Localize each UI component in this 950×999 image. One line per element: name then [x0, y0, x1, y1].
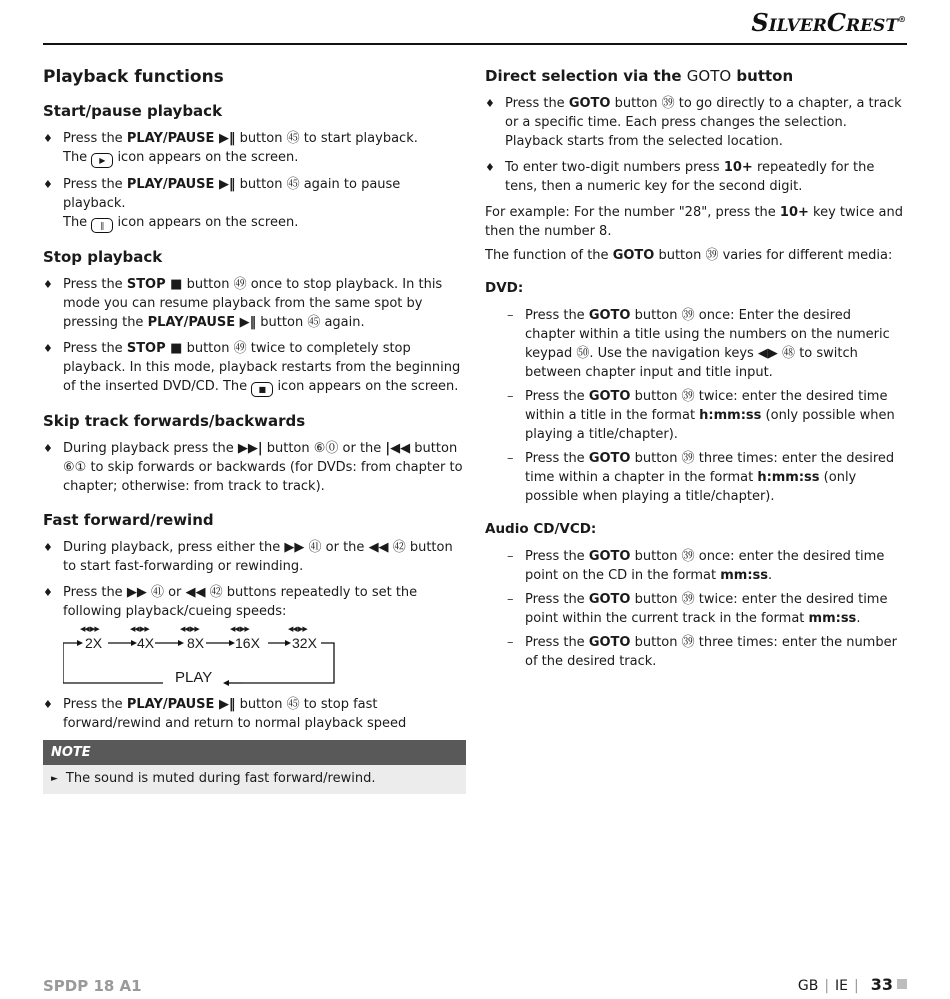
diamond-bullet-icon: ♦ — [43, 278, 53, 291]
triangle-bullet-icon: ► — [51, 774, 58, 784]
skip-back-icon: |◀◀ — [385, 441, 411, 456]
note-text: The sound is muted during fast forward/rewind. — [65, 771, 376, 786]
dash-bullet: – — [507, 308, 514, 323]
dash-bullet: – — [507, 389, 514, 404]
speed-glyph: ◀◀ ▶▶ — [130, 625, 149, 633]
diamond-bullet-icon: ♦ — [43, 541, 53, 554]
speed-label: 16X — [235, 635, 260, 651]
speed-glyph: ◀◀ ▶▶ — [230, 625, 249, 633]
fast-forward-icon: ▶▶ — [284, 540, 305, 555]
list-item: ♦ Press the STOP ■ button ㊾ once to stop playback. In this mode you can resume playback from the same spot by pressing the PLAY/PAUSE ▶‖ button ㊺ again. — [43, 277, 443, 330]
dash-bullet: – — [507, 592, 514, 607]
list-item: ♦ During playback press the ▶▶| button ⑥⓪ or the |◀◀ button ⑥① to skip forwards or backwards (for DVDs: from chapter to chapter; otherwise: from track to track). — [43, 441, 463, 494]
speed-cycle-arrows — [63, 625, 363, 689]
speed-glyph: ◀◀ ▶▶ — [288, 625, 307, 633]
diamond-bullet-icon: ♦ — [485, 97, 495, 110]
diamond-bullet-icon: ♦ — [43, 698, 53, 711]
list-item: – Press the GOTO button ㊴ once: enter the desired time point on the CD in the format mm:ss. — [507, 549, 885, 583]
list-item: ♦ During playback, press either the ▶▶ ㊶ or the ◀◀ ㊷ button to start fast-forwarding or rewinding. — [43, 540, 453, 574]
footer-separator: | — [824, 978, 830, 994]
pause-screen-icon: ‖ — [91, 218, 113, 233]
cd-heading: Audio CD/VCD: — [485, 521, 597, 537]
speed-label: 2X — [85, 635, 103, 651]
list-item: ♦ Press the STOP ■ button ㊾ twice to completely stop playback. In this mode, playback restarts from the beginning of the inserted DVD/CD. The ■ icon appears on the screen. — [43, 339, 466, 397]
varies-paragraph: The function of the GOTO button ㊴ varies for different media: — [485, 248, 893, 263]
diamond-bullet-icon: ♦ — [43, 442, 53, 455]
note-box — [43, 740, 466, 794]
page-title: Playback functions — [43, 67, 224, 87]
rewind-icon: ◀◀ — [185, 585, 206, 600]
note-title: NOTE — [43, 740, 466, 765]
list-item: – Press the GOTO button ㊴ three times: enter the number of the desired track. — [507, 635, 897, 669]
list-item: – Press the GOTO button ㊴ twice: enter the desired time point within the current track in the format mm:ss. — [507, 592, 888, 626]
list-item: ♦ Press the PLAY/PAUSE ▶‖ button ㊺ again to pause playback. The ‖ icon appears on the screen. — [43, 175, 466, 233]
note-body — [43, 765, 466, 794]
list-item: ♦ Press the PLAY/PAUSE ▶‖ button ㊺ to stop fast forward/rewind and return to normal playback speed — [43, 697, 407, 731]
section-heading-stop: Stop playback — [43, 248, 163, 266]
dvd-heading: DVD: — [485, 280, 524, 296]
speed-label: 4X — [137, 635, 155, 651]
list-item: – Press the GOTO button ㊴ three times: enter the desired time within a chapter in the format h:mm:ss (only possible when playing a title/chapter). — [507, 451, 895, 504]
speed-glyph: ◀◀ ▶▶ — [180, 625, 199, 633]
stop-screen-icon: ■ — [251, 382, 273, 397]
diamond-bullet-icon: ♦ — [43, 342, 53, 355]
list-item: ♦ Press the PLAY/PAUSE ▶‖ button ㊺ to start playback. The ▶ icon appears on the screen. — [43, 129, 466, 168]
skip-forward-icon: ▶▶| — [237, 441, 263, 456]
fast-forward-icon: ▶▶ — [126, 585, 147, 600]
brand-logo: SilverCrest® — [751, 8, 906, 37]
diamond-bullet-icon: ♦ — [43, 586, 53, 599]
left-column — [43, 66, 466, 794]
speed-label: 32X — [292, 635, 317, 651]
diamond-bullet-icon: ♦ — [485, 161, 495, 174]
dash-bullet: – — [507, 451, 514, 466]
footer-lang-ie: IE — [835, 978, 849, 994]
list-item: – Press the GOTO button ㊴ once: Enter the desired chapter within a title using the numbers on the numeric keypad ㊿. Use the navigation keys ◀▶ ㊽ to switch between chapter input and title input. — [507, 308, 890, 380]
footer-lang-gb: GB — [797, 978, 819, 994]
footer-separator: | — [854, 978, 859, 994]
list-item: ♦ To enter two-digit numbers press 10+ repeatedly for the tens, then a numeric key for the second digit. — [485, 160, 875, 194]
dash-bullet: – — [507, 549, 514, 564]
section-heading-skip: Skip track forwards/backwards — [43, 412, 306, 430]
page-marker — [897, 979, 907, 989]
example-paragraph: For example: For the number "28", press the 10+ key twice and then the number 8. — [485, 205, 904, 239]
list-item: ♦ Press the GOTO button ㊴ to go directly to a chapter, a track or a specific time. Each press changes the selection. Playback starts from the selected location. — [485, 96, 902, 149]
section-heading-fast-forward: Fast forward/rewind — [43, 511, 214, 529]
diamond-bullet-icon: ♦ — [43, 178, 53, 191]
header-rule — [43, 43, 907, 45]
section-heading-start-pause: Start/pause playback — [43, 102, 223, 120]
footer-model: SPDP 18 A1 — [43, 977, 142, 995]
footer-page-info — [798, 975, 907, 994]
diamond-bullet-icon: ♦ — [43, 132, 53, 145]
right-column — [485, 66, 903, 676]
speed-cycle-diagram — [63, 625, 363, 689]
speed-glyph: ◀◀ ▶▶ — [80, 625, 99, 633]
section-heading-goto: Direct selection via the GOTO button — [485, 67, 794, 85]
speed-label: 8X — [187, 635, 205, 651]
list-item: ♦ Press the ▶▶ ㊶ or ◀◀ ㊷ buttons repeatedly to set the following playback/cueing speeds: — [43, 585, 418, 619]
play-label: PLAY — [175, 669, 213, 686]
rewind-icon: ◀◀ — [368, 540, 389, 555]
dash-bullet: – — [507, 635, 514, 650]
page-number: 33 — [870, 975, 893, 994]
play-screen-icon: ▶ — [91, 153, 113, 168]
list-item: – Press the GOTO button ㊴ twice: enter the desired time within a title in the format h:mm:ss (only possible when playing a title/chapter). — [507, 389, 895, 442]
